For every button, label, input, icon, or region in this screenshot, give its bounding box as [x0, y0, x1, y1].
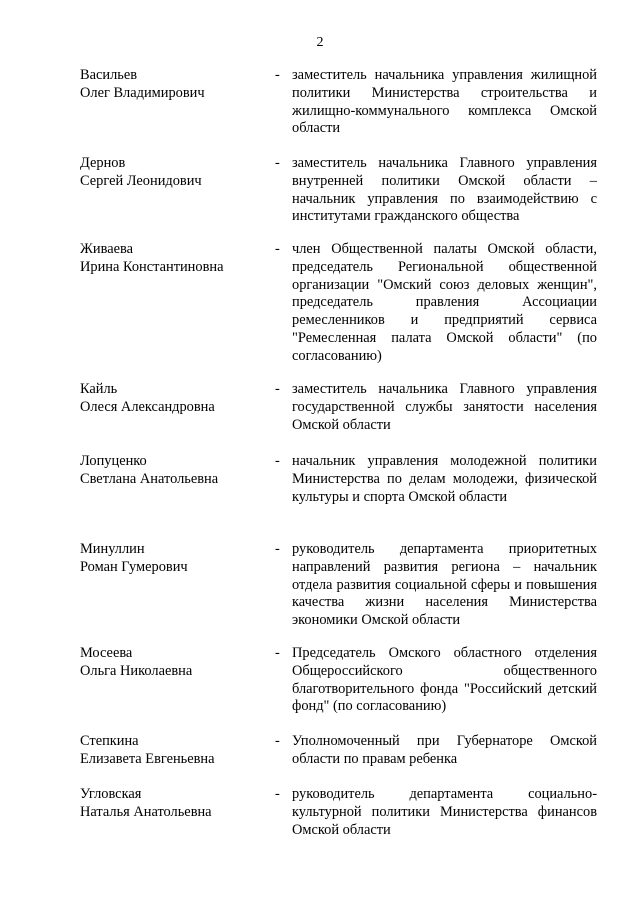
separator-dash: -: [275, 733, 280, 749]
separator-dash: -: [275, 786, 280, 802]
separator-dash: -: [275, 453, 280, 469]
member-name: [80, 541, 270, 577]
member-given-names: Олеся Александровна: [80, 398, 215, 415]
member-name: [80, 381, 270, 417]
member-position: руководитель департамента приоритетных направлений развития региона – начальник отдела развития социальной сферы и повышения качества жизни населения Министерства экономики Омской области: [292, 541, 597, 629]
separator-dash: -: [275, 241, 280, 257]
member-surname: Минуллин: [80, 541, 145, 557]
member-given-names: Сергей Леонидович: [80, 172, 202, 189]
member-given-names: Светлана Анатольевна: [80, 470, 219, 487]
member-position: член Общественной палаты Омской области, председатель Региональной общественной организации "Омский союз деловых женщин", председатель правления Ассоциации ремесленников и предприятий сервиса "Ремесленная палата Омской области" (по согласованию): [292, 241, 597, 364]
member-surname: Степкина: [80, 733, 139, 749]
member-surname: Мосеева: [80, 645, 133, 661]
member-name: [80, 67, 270, 103]
member-position: Председатель Омского областного отделения Общероссийского общественного благотворительного фонда "Российский детский фонд" (по согласованию): [292, 645, 597, 715]
member-name: [80, 733, 270, 769]
member-given-names: Наталья Анатольевна: [80, 803, 212, 820]
member-position: заместитель начальника управления жилищной политики Министерства строительства и жилищно-коммунального комплекса Омской области: [292, 67, 597, 137]
member-surname: Лопуценко: [80, 453, 147, 469]
member-position: начальник управления молодежной политики Министерства по делам молодежи, физической культуры и спорта Омской области: [292, 453, 597, 505]
member-surname: Васильев: [80, 67, 138, 83]
separator-dash: -: [275, 645, 280, 661]
member-given-names: Ирина Константиновна: [80, 258, 224, 275]
separator-dash: -: [275, 155, 280, 171]
page-number: 2: [316, 35, 324, 50]
member-position: руководитель департамента социально-культурной политики Министерства финансов Омской области: [292, 786, 597, 838]
member-name: [80, 453, 270, 489]
member-name: [80, 786, 270, 822]
member-surname: Кайль: [80, 381, 118, 397]
member-given-names: Олег Владимирович: [80, 84, 205, 101]
member-surname: Дернов: [80, 155, 126, 171]
member-position: заместитель начальника Главного управления государственной службы занятости населения Омской области: [292, 381, 597, 433]
member-surname: Живаева: [80, 241, 133, 257]
member-given-names: Роман Гумерович: [80, 558, 188, 575]
member-name: [80, 241, 270, 277]
separator-dash: -: [275, 67, 280, 83]
member-given-names: Ольга Николаевна: [80, 662, 193, 679]
separator-dash: -: [275, 541, 280, 557]
member-name: [80, 155, 270, 191]
member-position: заместитель начальника Главного управления внутренней политики Омской области – начальник управления по взаимодействию с институтами гражданского общества: [292, 155, 597, 225]
member-surname: Угловская: [80, 786, 142, 802]
member-position: Уполномоченный при Губернаторе Омской области по правам ребенка: [292, 733, 597, 767]
separator-dash: -: [275, 381, 280, 397]
member-name: [80, 645, 270, 681]
member-given-names: Елизавета Евгеньевна: [80, 750, 215, 767]
